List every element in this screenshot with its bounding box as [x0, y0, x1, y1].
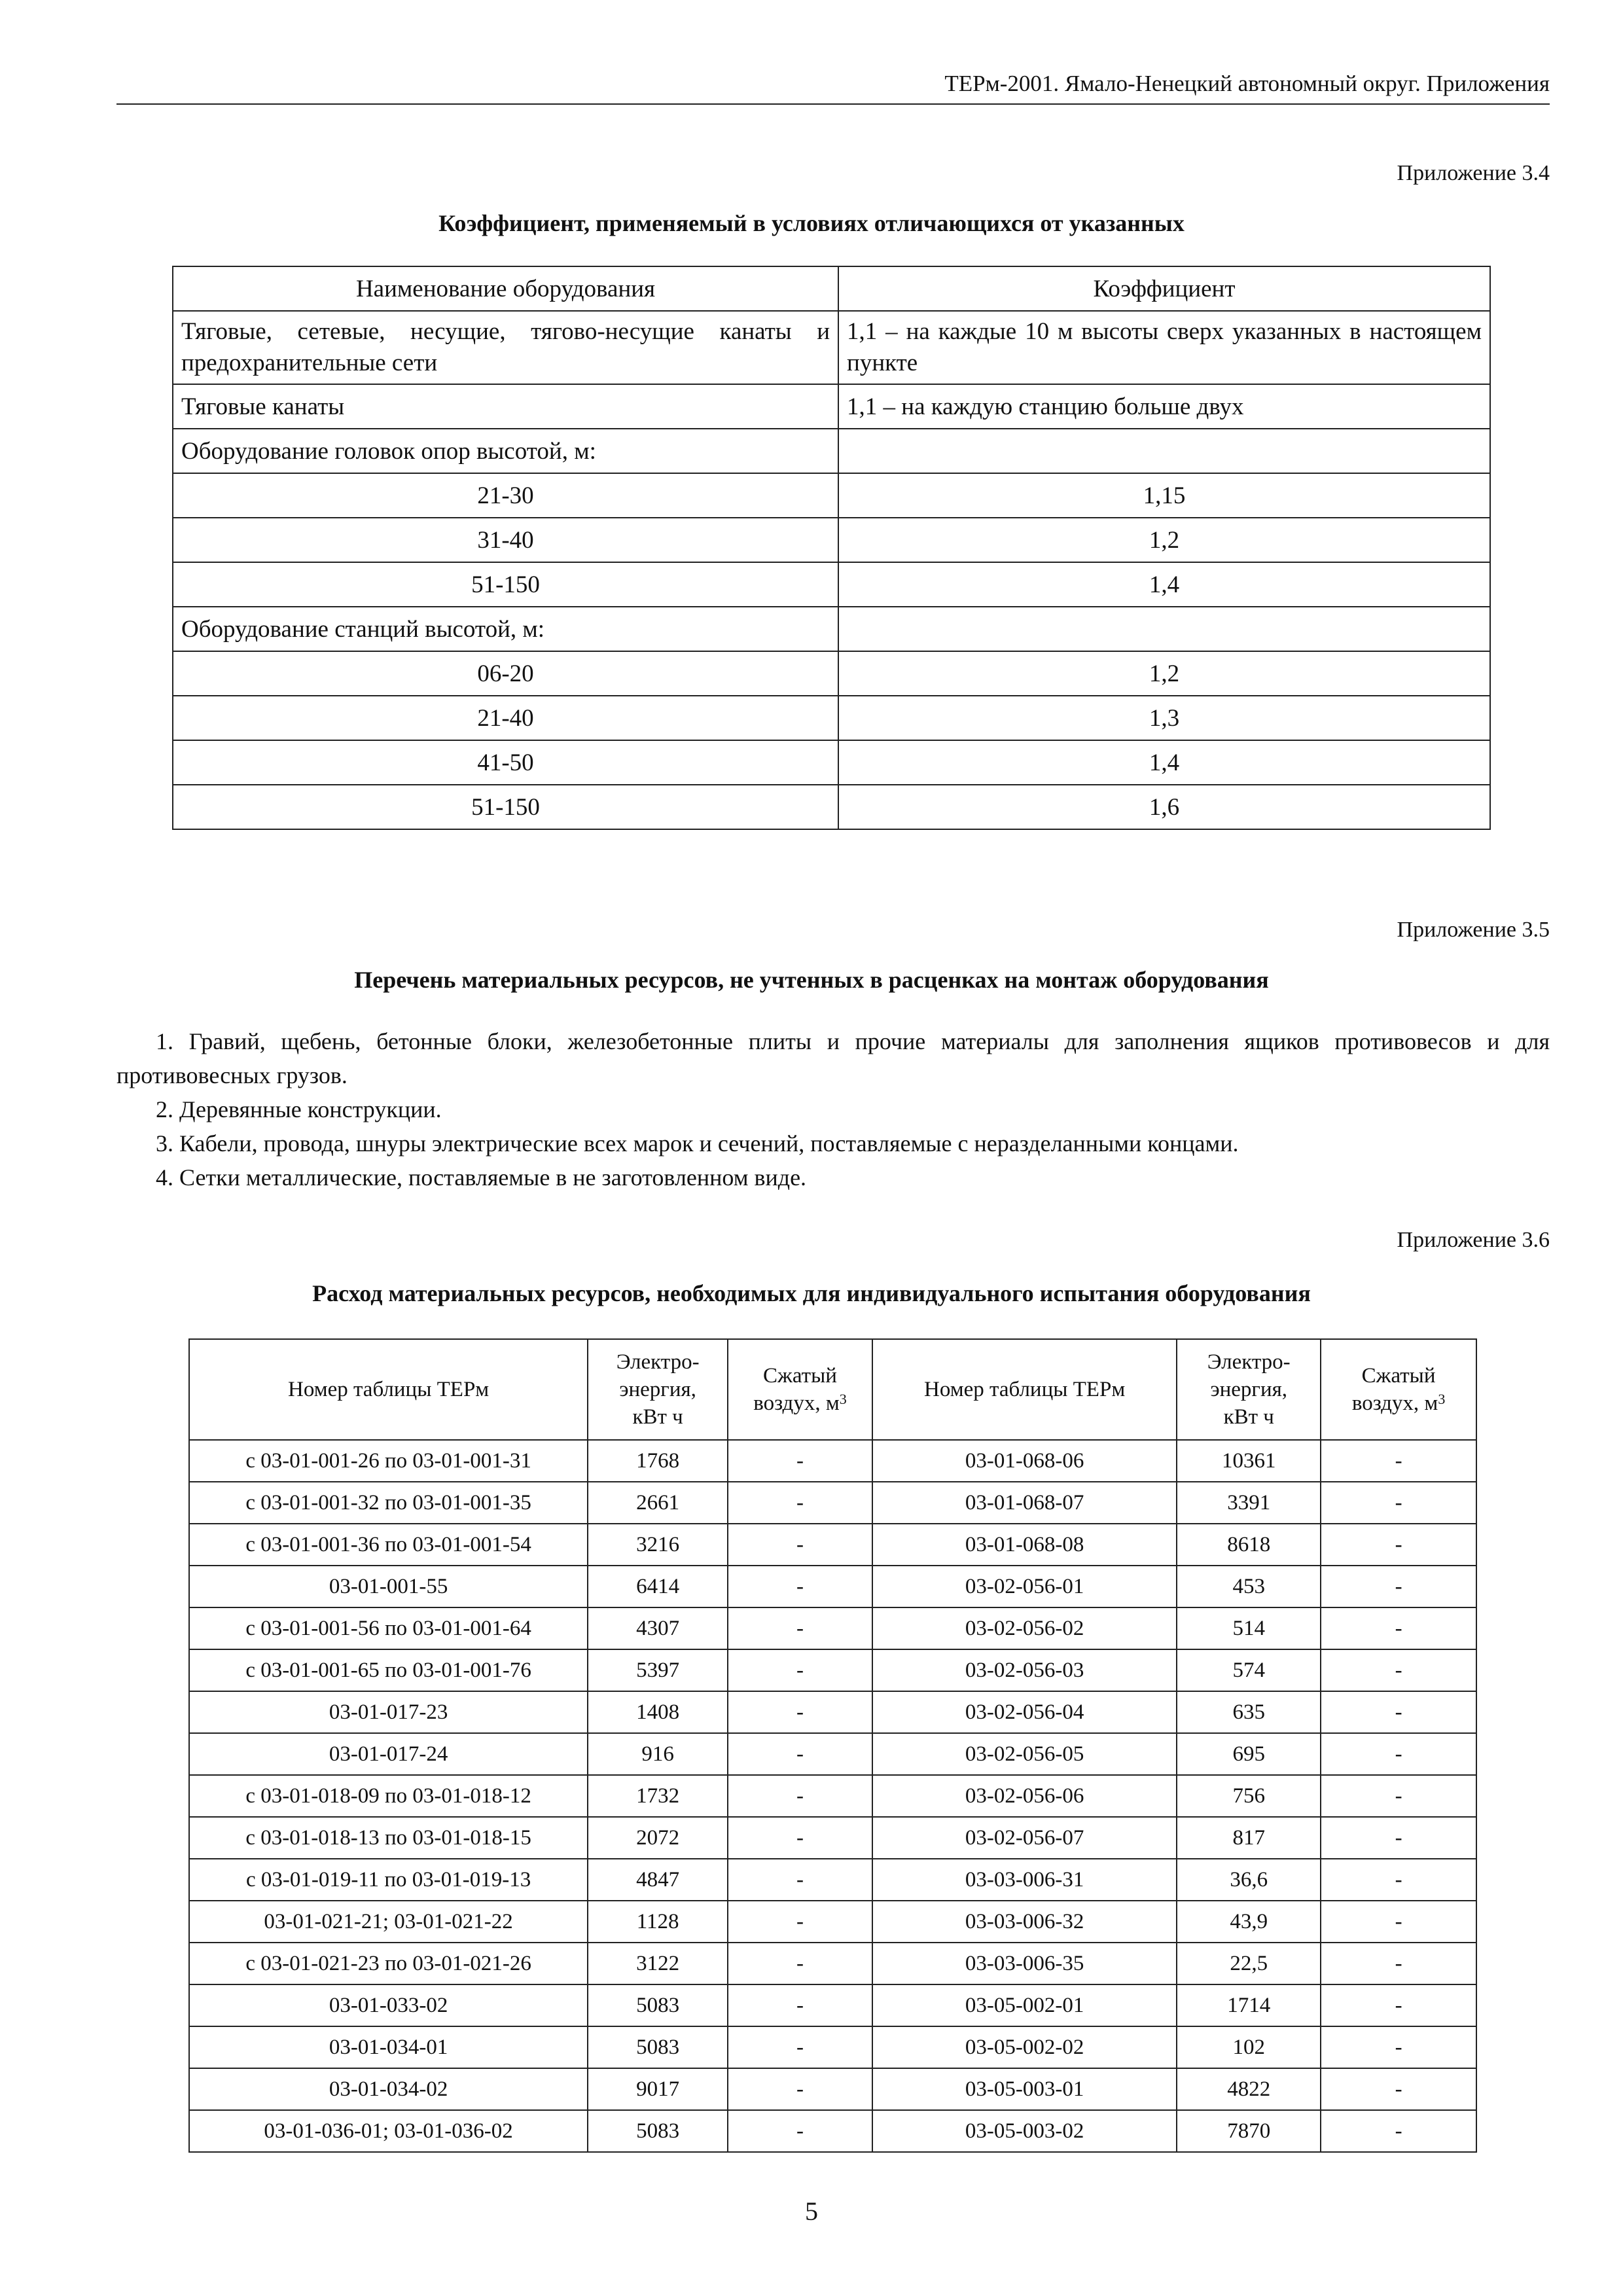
table-cell: 03-01-033-02	[189, 1984, 588, 2026]
table-cell: с 03-01-018-13 по 03-01-018-15	[189, 1817, 588, 1859]
table-row	[189, 2026, 1476, 2068]
table-cell: 3122	[588, 1943, 728, 1984]
table-cell: 916	[588, 1733, 728, 1775]
list-item: 3. Кабели, провода, шнуры электрические всех марок и сечений, поставляемые с неразделанными концами.	[156, 1130, 1239, 1157]
table-cell: -	[1321, 1901, 1476, 1943]
table-cell: с 03-01-001-32 по 03-01-001-35	[189, 1482, 588, 1524]
table-cell: -	[728, 1859, 872, 1901]
table-cell: 03-02-056-06	[872, 1775, 1177, 1817]
table-cell: 03-03-006-32	[872, 1901, 1177, 1943]
table-cell: с 03-01-019-11 по 03-01-019-13	[189, 1859, 588, 1901]
coefficient-table-cell: 1,1 – на каждую станцию больше двух	[838, 384, 1490, 429]
header-table-no-left: Номер таблицы ТЕРм	[189, 1339, 588, 1440]
table-row	[189, 1607, 1476, 1649]
table-cell: 4307	[588, 1607, 728, 1649]
table-cell: 514	[1177, 1607, 1321, 1649]
coefficient-table-cell: 51-150	[173, 562, 838, 607]
table-cell: -	[1321, 2068, 1476, 2110]
coefficient-table-cell: 1,2	[838, 651, 1490, 696]
coefficient-table-row	[173, 651, 1490, 696]
coefficient-table-row	[173, 562, 1490, 607]
table-row	[189, 1482, 1476, 1524]
table-row	[189, 1440, 1476, 1482]
table-cell: -	[728, 1943, 872, 1984]
table-cell: -	[728, 2110, 872, 2152]
coefficient-table-cell	[838, 607, 1490, 651]
table-row	[189, 1524, 1476, 1566]
coefficient-table	[172, 266, 1491, 830]
table-cell: с 03-01-001-26 по 03-01-001-31	[189, 1440, 588, 1482]
coefficient-table-row	[173, 785, 1490, 829]
coefficient-table-cell: 1,3	[838, 696, 1490, 740]
table-cell: 5397	[588, 1649, 728, 1691]
table-cell: -	[728, 2026, 872, 2068]
test-resources-table-body	[189, 1440, 1476, 2152]
header-air-left: Сжатый воздух, $м^3$	[728, 1339, 872, 1440]
appendix-3-5-title: Перечень материальных ресурсов, не учтенных в расценках на монтаж оборудования	[354, 967, 1269, 993]
table-cell: -	[1321, 1691, 1476, 1733]
table-cell: -	[728, 1817, 872, 1859]
header-energy-right: Электро- энергия, кВт ч	[1177, 1339, 1321, 1440]
coefficient-table-cell: 21-40	[173, 696, 838, 740]
table-cell: 5083	[588, 2110, 728, 2152]
table-cell: 43,9	[1177, 1901, 1321, 1943]
table-cell: -	[1321, 1859, 1476, 1901]
coefficient-table-row	[173, 696, 1490, 740]
coefficient-table-row	[173, 473, 1490, 518]
header-energy-left: Электро- энергия, кВт ч	[588, 1339, 728, 1440]
table-cell: 03-01-017-24	[189, 1733, 588, 1775]
appendix-3-5-label: Приложение 3.5	[1397, 918, 1550, 942]
test-resources-table	[188, 1338, 1477, 2153]
table-cell: 2072	[588, 1817, 728, 1859]
table-cell: 1714	[1177, 1984, 1321, 2026]
table-cell: -	[1321, 1566, 1476, 1607]
coefficient-table-cell: 1,4	[838, 740, 1490, 785]
table-row	[189, 1649, 1476, 1691]
table-cell: 36,6	[1177, 1859, 1321, 1901]
coefficient-table-cell: 51-150	[173, 785, 838, 829]
table-cell: 03-01-001-55	[189, 1566, 588, 1607]
table-cell: 817	[1177, 1817, 1321, 1859]
table-cell: -	[1321, 1649, 1476, 1691]
table-cell: 03-01-021-21; 03-01-021-22	[189, 1901, 588, 1943]
table-cell: -	[728, 1775, 872, 1817]
unaccounted-resources-list	[116, 1024, 1550, 1194]
table-cell: 03-01-034-02	[189, 2068, 588, 2110]
table-cell: -	[728, 1566, 872, 1607]
table-cell: с 03-01-001-56 по 03-01-001-64	[189, 1607, 588, 1649]
header-air-right: Сжатый воздух, $м^3$	[1321, 1339, 1476, 1440]
table-cell: 6414	[588, 1566, 728, 1607]
table-cell: 03-05-003-02	[872, 2110, 1177, 2152]
list-item: 4. Сетки металлические, поставляемые в не заготовленном виде.	[156, 1164, 807, 1191]
table-cell: -	[1321, 2110, 1476, 2152]
table-cell: 8618	[1177, 1524, 1321, 1566]
coefficient-table-cell: 31-40	[173, 518, 838, 562]
table-cell: 03-05-002-02	[872, 2026, 1177, 2068]
table-cell: 03-03-006-31	[872, 1859, 1177, 1901]
table-cell: 03-01-017-23	[189, 1691, 588, 1733]
table-cell: 4822	[1177, 2068, 1321, 2110]
coefficient-table-body	[173, 266, 1490, 829]
table-cell: -	[728, 1733, 872, 1775]
table-cell: 03-01-068-06	[872, 1440, 1177, 1482]
table-cell: 03-02-056-07	[872, 1817, 1177, 1859]
coefficient-table-cell: 1,2	[838, 518, 1490, 562]
table-cell: -	[728, 1607, 872, 1649]
coefficient-table-cell: 1,4	[838, 562, 1490, 607]
table-row	[189, 1943, 1476, 1984]
table-cell: 03-01-068-07	[872, 1482, 1177, 1524]
table-cell: 03-05-003-01	[872, 2068, 1177, 2110]
table-cell: с 03-01-021-23 по 03-01-021-26	[189, 1943, 588, 1984]
list-item: 2. Деревянные конструкции.	[156, 1096, 442, 1122]
table-cell: 1128	[588, 1901, 728, 1943]
table-cell: 453	[1177, 1566, 1321, 1607]
table-cell: 03-03-006-35	[872, 1943, 1177, 1984]
table-cell: 574	[1177, 1649, 1321, 1691]
table-cell: 03-01-068-08	[872, 1524, 1177, 1566]
coefficient-table-cell	[838, 429, 1490, 473]
page-number: 5	[805, 2197, 818, 2226]
table-cell: -	[728, 1901, 872, 1943]
table-cell: -	[1321, 1524, 1476, 1566]
coefficient-table-row	[173, 740, 1490, 785]
table-cell: -	[1321, 1817, 1476, 1859]
table-cell: 635	[1177, 1691, 1321, 1733]
table-row	[189, 1984, 1476, 2026]
coefficient-table-row	[173, 429, 1490, 473]
table-cell: -	[1321, 1440, 1476, 1482]
table-cell: -	[728, 1649, 872, 1691]
coefficient-table-cell: Тяговые, сетевые, несущие, тягово-несущие канаты и предохранительные сети	[173, 311, 838, 384]
table-cell: 3216	[588, 1524, 728, 1566]
coefficient-table-cell: Оборудование станций высотой, м:	[173, 607, 838, 651]
table-cell: -	[1321, 2026, 1476, 2068]
table-row	[189, 2068, 1476, 2110]
table-cell: 5083	[588, 1984, 728, 2026]
coefficient-table-cell: 41-50	[173, 740, 838, 785]
appendix-3-4-label: Приложение 3.4	[1397, 161, 1550, 185]
table-cell: 9017	[588, 2068, 728, 2110]
table-cell: 4847	[588, 1859, 728, 1901]
table-cell: с 03-01-018-09 по 03-01-018-12	[189, 1775, 588, 1817]
table-cell: 03-01-036-01; 03-01-036-02	[189, 2110, 588, 2152]
table-cell: -	[1321, 1733, 1476, 1775]
coefficient-table-cell: 06-20	[173, 651, 838, 696]
coefficient-table-row	[173, 518, 1490, 562]
table-cell: 03-02-056-01	[872, 1566, 1177, 1607]
table-cell: 102	[1177, 2026, 1321, 2068]
table-row	[189, 1775, 1476, 1817]
table-cell: 3391	[1177, 1482, 1321, 1524]
table-cell: -	[728, 1524, 872, 1566]
test-resources-header-row	[189, 1339, 1476, 1440]
table-cell: 5083	[588, 2026, 728, 2068]
table-cell: 22,5	[1177, 1943, 1321, 1984]
table-cell: 03-05-002-01	[872, 1984, 1177, 2026]
appendix-3-6-label: Приложение 3.6	[1397, 1228, 1550, 1252]
table-cell: 03-01-034-01	[189, 2026, 588, 2068]
table-row	[189, 2110, 1476, 2152]
table-cell: 03-02-056-02	[872, 1607, 1177, 1649]
table-row	[189, 1733, 1476, 1775]
coefficient-table-cell: 1,1 – на каждые 10 м высоты сверх указанных в настоящем пункте	[838, 311, 1490, 384]
table-cell: 1408	[588, 1691, 728, 1733]
coefficient-table-header-row	[173, 266, 1490, 311]
table-cell: -	[1321, 1607, 1476, 1649]
coefficient-table-cell: 21-30	[173, 473, 838, 518]
table-cell: -	[728, 1691, 872, 1733]
table-cell: 695	[1177, 1733, 1321, 1775]
table-cell: 03-02-056-05	[872, 1733, 1177, 1775]
table-cell: 1732	[588, 1775, 728, 1817]
coefficient-table-header-cell: Коэффициент	[838, 266, 1490, 311]
table-cell: -	[728, 1984, 872, 2026]
header-rule	[116, 103, 1550, 105]
table-cell: 7870	[1177, 2110, 1321, 2152]
table-row	[189, 1691, 1476, 1733]
table-row	[189, 1859, 1476, 1901]
table-cell: 756	[1177, 1775, 1321, 1817]
table-cell: -	[1321, 1775, 1476, 1817]
table-cell: 2661	[588, 1482, 728, 1524]
running-header: ТЕРм-2001. Ямало-Ненецкий автономный округ. Приложения	[944, 71, 1550, 96]
coefficient-table-cell: Тяговые канаты	[173, 384, 838, 429]
table-cell: -	[1321, 1943, 1476, 1984]
coefficient-table-cell: Оборудование головок опор высотой, м:	[173, 429, 838, 473]
table-cell: -	[728, 1482, 872, 1524]
list-item: 1. Гравий, щебень, бетонные блоки, железобетонные плиты и прочие материалы для заполнения ящиков противовесов и для противовесных грузов.	[116, 1028, 1550, 1088]
coefficient-table-cell: 1,6	[838, 785, 1490, 829]
table-cell: с 03-01-001-65 по 03-01-001-76	[189, 1649, 588, 1691]
coefficient-table-header-cell: Наименование оборудования	[173, 266, 838, 311]
coefficient-table-row	[173, 607, 1490, 651]
table-row	[189, 1566, 1476, 1607]
coefficient-table-cell: 1,15	[838, 473, 1490, 518]
table-row	[189, 1901, 1476, 1943]
appendix-3-6-title: Расход материальных ресурсов, необходимых для индивидуального испытания оборудования	[312, 1280, 1311, 1306]
table-cell: 1768	[588, 1440, 728, 1482]
table-cell: -	[728, 2068, 872, 2110]
table-row	[189, 1817, 1476, 1859]
table-cell: -	[1321, 1482, 1476, 1524]
coefficient-table-row	[173, 311, 1490, 384]
coefficient-table-row	[173, 384, 1490, 429]
table-cell: -	[728, 1440, 872, 1482]
appendix-3-4-title: Коэффициент, применяемый в условиях отличающихся от указанных	[438, 210, 1185, 236]
table-cell: с 03-01-001-36 по 03-01-001-54	[189, 1524, 588, 1566]
table-cell: 03-02-056-04	[872, 1691, 1177, 1733]
table-cell: -	[1321, 1984, 1476, 2026]
table-cell: 03-02-056-03	[872, 1649, 1177, 1691]
table-cell: 10361	[1177, 1440, 1321, 1482]
header-table-no-right: Номер таблицы ТЕРм	[872, 1339, 1177, 1440]
